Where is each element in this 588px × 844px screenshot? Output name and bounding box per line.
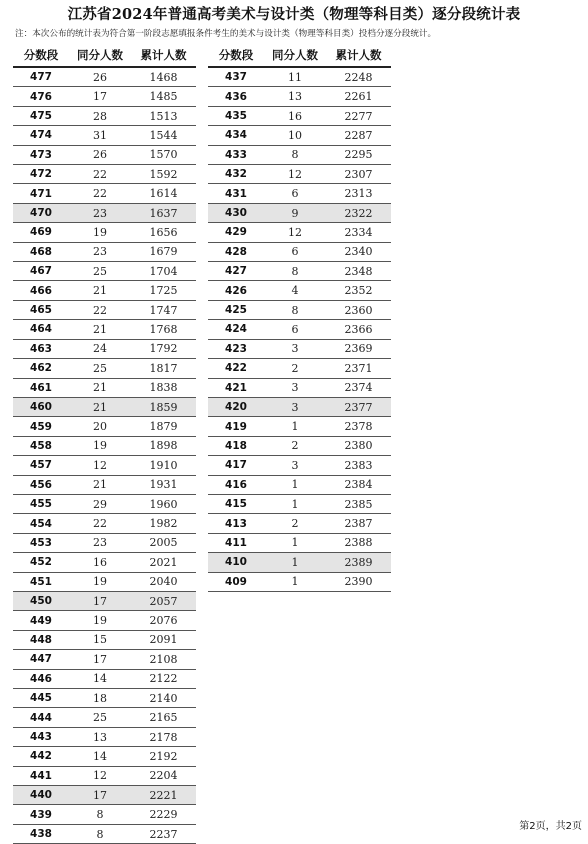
score-cell: 409 bbox=[225, 575, 247, 588]
header-score-range: 分数段 bbox=[218, 48, 254, 62]
score-cell: 459 bbox=[30, 420, 52, 433]
cumulative-count-cell: 1898 bbox=[149, 439, 178, 453]
table-row bbox=[13, 165, 196, 184]
table-row bbox=[13, 534, 196, 553]
cumulative-count-cell: 1725 bbox=[149, 284, 178, 298]
same-score-count-cell: 18 bbox=[93, 691, 107, 705]
cumulative-count-cell: 2378 bbox=[344, 420, 373, 434]
same-score-count-cell: 10 bbox=[288, 128, 302, 142]
score-cell: 469 bbox=[30, 226, 52, 239]
score-cell: 467 bbox=[30, 265, 52, 278]
score-cell: 449 bbox=[30, 614, 52, 627]
table-row bbox=[208, 476, 391, 495]
cumulative-count-cell: 2229 bbox=[149, 808, 178, 822]
same-score-count-cell: 17 bbox=[93, 652, 107, 666]
table-row bbox=[208, 165, 391, 184]
score-cell: 419 bbox=[225, 420, 247, 433]
same-score-count-cell: 21 bbox=[93, 400, 107, 414]
table-row bbox=[13, 825, 196, 844]
score-cell: 451 bbox=[30, 575, 52, 588]
table-row bbox=[208, 68, 391, 87]
table-row bbox=[13, 359, 196, 378]
table-row bbox=[13, 281, 196, 300]
cumulative-count-cell: 1679 bbox=[149, 245, 178, 259]
same-score-count-cell: 15 bbox=[93, 633, 107, 647]
table-row bbox=[208, 107, 391, 126]
same-score-count-cell: 8 bbox=[291, 264, 299, 278]
cumulative-count-cell: 1592 bbox=[149, 167, 178, 181]
table-row bbox=[208, 514, 391, 533]
cumulative-count-cell: 1614 bbox=[149, 187, 178, 201]
table-row bbox=[208, 243, 391, 262]
cumulative-count-cell: 2322 bbox=[344, 206, 373, 220]
score-cell: 434 bbox=[225, 129, 247, 142]
score-cell: 429 bbox=[225, 226, 247, 239]
table-row bbox=[13, 689, 196, 708]
cumulative-count-cell: 2021 bbox=[149, 555, 178, 569]
score-cell: 471 bbox=[30, 187, 52, 200]
score-cell: 417 bbox=[225, 459, 247, 472]
same-score-count-cell: 25 bbox=[93, 711, 107, 725]
score-cell: 426 bbox=[225, 284, 247, 297]
score-cell: 450 bbox=[30, 595, 52, 608]
cumulative-count-cell: 1931 bbox=[149, 478, 178, 492]
cumulative-count-cell: 2313 bbox=[344, 187, 373, 201]
same-score-count-cell: 17 bbox=[93, 788, 107, 802]
table-row bbox=[208, 87, 391, 106]
score-cell: 470 bbox=[30, 207, 52, 220]
score-cell: 411 bbox=[225, 536, 247, 549]
table-row bbox=[13, 805, 196, 824]
table-row bbox=[13, 650, 196, 669]
score-cell: 455 bbox=[30, 498, 52, 511]
score-cell: 444 bbox=[30, 711, 52, 724]
header-score-range: 分数段 bbox=[23, 48, 59, 62]
cumulative-count-cell: 1544 bbox=[149, 128, 178, 142]
cumulative-count-cell: 2057 bbox=[149, 594, 178, 608]
score-table-left bbox=[13, 44, 196, 844]
table-row bbox=[13, 301, 196, 320]
score-cell: 431 bbox=[225, 187, 247, 200]
cumulative-count-cell: 2287 bbox=[344, 128, 373, 142]
cumulative-count-cell: 1570 bbox=[149, 148, 178, 162]
table-row bbox=[13, 592, 196, 611]
table-row bbox=[13, 476, 196, 495]
same-score-count-cell: 31 bbox=[93, 128, 107, 142]
table-row bbox=[13, 68, 196, 87]
same-score-count-cell: 11 bbox=[288, 70, 302, 84]
table-row bbox=[208, 340, 391, 359]
same-score-count-cell: 17 bbox=[93, 594, 107, 608]
same-score-count-cell: 3 bbox=[291, 381, 299, 395]
cumulative-count-cell: 1817 bbox=[149, 361, 178, 375]
score-cell: 421 bbox=[225, 381, 247, 394]
score-cell: 443 bbox=[30, 731, 52, 744]
table-row bbox=[208, 495, 391, 514]
cumulative-count-cell: 2360 bbox=[344, 303, 373, 317]
table-row bbox=[13, 320, 196, 339]
score-cell: 465 bbox=[30, 304, 52, 317]
same-score-count-cell: 26 bbox=[93, 70, 107, 84]
table-row bbox=[208, 437, 391, 456]
score-cell: 437 bbox=[225, 71, 247, 84]
cumulative-count-cell: 2383 bbox=[344, 458, 373, 472]
table-row bbox=[208, 281, 391, 300]
cumulative-count-cell: 2122 bbox=[149, 672, 178, 686]
same-score-count-cell: 13 bbox=[93, 730, 107, 744]
score-cell: 463 bbox=[30, 342, 52, 355]
same-score-count-cell: 1 bbox=[291, 478, 299, 492]
cumulative-count-cell: 1960 bbox=[149, 497, 178, 511]
score-cell: 413 bbox=[225, 517, 247, 530]
cumulative-count-cell: 1468 bbox=[149, 70, 178, 84]
table-row bbox=[13, 573, 196, 592]
table-row bbox=[13, 146, 196, 165]
cumulative-count-cell: 2369 bbox=[344, 342, 373, 356]
cumulative-count-cell: 2091 bbox=[149, 633, 178, 647]
same-score-count-cell: 29 bbox=[93, 497, 107, 511]
cumulative-count-cell: 2385 bbox=[344, 497, 373, 511]
same-score-count-cell: 20 bbox=[93, 420, 107, 434]
cumulative-count-cell: 2192 bbox=[149, 749, 178, 763]
table-row bbox=[13, 107, 196, 126]
same-score-count-cell: 12 bbox=[288, 225, 302, 239]
same-score-count-cell: 23 bbox=[93, 206, 107, 220]
same-score-count-cell: 21 bbox=[93, 478, 107, 492]
table-header bbox=[13, 44, 196, 68]
table-row bbox=[13, 417, 196, 436]
same-score-count-cell: 6 bbox=[291, 187, 299, 201]
table-row bbox=[13, 398, 196, 417]
same-score-count-cell: 28 bbox=[93, 109, 107, 123]
cumulative-count-cell: 2387 bbox=[344, 517, 373, 531]
score-cell: 473 bbox=[30, 148, 52, 161]
table-row bbox=[208, 320, 391, 339]
cumulative-count-cell: 2334 bbox=[344, 225, 373, 239]
score-cell: 448 bbox=[30, 633, 52, 646]
score-cell: 436 bbox=[225, 90, 247, 103]
same-score-count-cell: 1 bbox=[291, 497, 299, 511]
same-score-count-cell: 2 bbox=[291, 439, 299, 453]
table-row bbox=[13, 262, 196, 281]
cumulative-count-cell: 2340 bbox=[344, 245, 373, 259]
same-score-count-cell: 25 bbox=[93, 361, 107, 375]
table-row bbox=[13, 87, 196, 106]
score-cell: 433 bbox=[225, 148, 247, 161]
page-number: 第2页，共2页 bbox=[519, 821, 582, 832]
score-cell: 457 bbox=[30, 459, 52, 472]
score-cell: 464 bbox=[30, 323, 52, 336]
score-cell: 446 bbox=[30, 672, 52, 685]
table-row bbox=[13, 611, 196, 630]
score-cell: 430 bbox=[225, 207, 247, 220]
table-row bbox=[208, 204, 391, 223]
table-row bbox=[13, 670, 196, 689]
table-row bbox=[13, 456, 196, 475]
score-cell: 422 bbox=[225, 362, 247, 375]
score-cell: 420 bbox=[225, 401, 247, 414]
score-cell: 427 bbox=[225, 265, 247, 278]
table-row bbox=[208, 146, 391, 165]
same-score-count-cell: 3 bbox=[291, 458, 299, 472]
table-row bbox=[13, 767, 196, 786]
score-cell: 432 bbox=[225, 168, 247, 181]
same-score-count-cell: 4 bbox=[291, 284, 299, 298]
table-body bbox=[13, 68, 196, 844]
score-cell: 447 bbox=[30, 653, 52, 666]
same-score-count-cell: 8 bbox=[96, 808, 104, 822]
table-row bbox=[13, 340, 196, 359]
cumulative-count-cell: 2380 bbox=[344, 439, 373, 453]
score-cell: 435 bbox=[225, 110, 247, 123]
table-row bbox=[13, 379, 196, 398]
score-table-right bbox=[208, 44, 391, 592]
table-row bbox=[13, 553, 196, 572]
cumulative-count-cell: 1747 bbox=[149, 303, 178, 317]
same-score-count-cell: 21 bbox=[93, 284, 107, 298]
table-header bbox=[208, 44, 391, 68]
cumulative-count-cell: 2108 bbox=[149, 652, 178, 666]
score-cell: 425 bbox=[225, 304, 247, 317]
cumulative-count-cell: 2348 bbox=[344, 264, 373, 278]
score-cell: 458 bbox=[30, 439, 52, 452]
same-score-count-cell: 9 bbox=[291, 206, 299, 220]
same-score-count-cell: 1 bbox=[291, 420, 299, 434]
cumulative-count-cell: 1513 bbox=[149, 109, 178, 123]
cumulative-count-cell: 2389 bbox=[344, 555, 373, 569]
cumulative-count-cell: 2295 bbox=[344, 148, 373, 162]
table-row bbox=[208, 223, 391, 242]
same-score-count-cell: 6 bbox=[291, 322, 299, 336]
score-cell: 445 bbox=[30, 692, 52, 705]
score-cell: 441 bbox=[30, 769, 52, 782]
cumulative-count-cell: 2371 bbox=[344, 361, 373, 375]
cumulative-count-cell: 2374 bbox=[344, 381, 373, 395]
same-score-count-cell: 1 bbox=[291, 555, 299, 569]
table-row bbox=[208, 262, 391, 281]
score-cell: 468 bbox=[30, 245, 52, 258]
table-row bbox=[208, 379, 391, 398]
cumulative-count-cell: 1910 bbox=[149, 458, 178, 472]
table-row bbox=[208, 534, 391, 553]
cumulative-count-cell: 1768 bbox=[149, 322, 178, 336]
same-score-count-cell: 19 bbox=[93, 614, 107, 628]
table-row bbox=[13, 786, 196, 805]
same-score-count-cell: 2 bbox=[291, 361, 299, 375]
cumulative-count-cell: 2005 bbox=[149, 536, 178, 550]
same-score-count-cell: 3 bbox=[291, 400, 299, 414]
same-score-count-cell: 6 bbox=[291, 245, 299, 259]
same-score-count-cell: 16 bbox=[288, 109, 302, 123]
table-row bbox=[13, 708, 196, 727]
score-cell: 440 bbox=[30, 789, 52, 802]
same-score-count-cell: 12 bbox=[288, 167, 302, 181]
score-cell: 439 bbox=[30, 808, 52, 821]
same-score-count-cell: 22 bbox=[93, 517, 107, 531]
score-cell: 423 bbox=[225, 342, 247, 355]
score-cell: 442 bbox=[30, 750, 52, 763]
cumulative-count-cell: 2390 bbox=[344, 575, 373, 589]
table-row bbox=[13, 184, 196, 203]
score-cell: 416 bbox=[225, 478, 247, 491]
score-cell: 476 bbox=[30, 90, 52, 103]
table-row bbox=[208, 359, 391, 378]
table-row bbox=[13, 223, 196, 242]
score-cell: 475 bbox=[30, 110, 52, 123]
header-same-score-count: 同分人数 bbox=[77, 48, 123, 62]
score-cell: 428 bbox=[225, 245, 247, 258]
cumulative-count-cell: 2277 bbox=[344, 109, 373, 123]
page-title: 江苏省2024年普通高考美术与设计类（物理等科目类）逐分段统计表 bbox=[67, 6, 521, 23]
table-row bbox=[208, 398, 391, 417]
cumulative-count-cell: 1704 bbox=[149, 264, 178, 278]
score-cell: 474 bbox=[30, 129, 52, 142]
score-cell: 418 bbox=[225, 439, 247, 452]
table-row bbox=[13, 437, 196, 456]
table-row bbox=[208, 573, 391, 592]
cumulative-count-cell: 2076 bbox=[149, 614, 178, 628]
same-score-count-cell: 22 bbox=[93, 303, 107, 317]
table-row bbox=[13, 126, 196, 145]
same-score-count-cell: 25 bbox=[93, 264, 107, 278]
cumulative-count-cell: 1838 bbox=[149, 381, 178, 395]
table-row bbox=[208, 184, 391, 203]
same-score-count-cell: 22 bbox=[93, 167, 107, 181]
cumulative-count-cell: 2384 bbox=[344, 478, 373, 492]
same-score-count-cell: 21 bbox=[93, 322, 107, 336]
table-row bbox=[13, 747, 196, 766]
cumulative-count-cell: 2140 bbox=[149, 691, 178, 705]
score-cell: 452 bbox=[30, 556, 52, 569]
same-score-count-cell: 3 bbox=[291, 342, 299, 356]
cumulative-count-cell: 1879 bbox=[149, 420, 178, 434]
cumulative-count-cell: 2165 bbox=[149, 711, 178, 725]
same-score-count-cell: 19 bbox=[93, 225, 107, 239]
table-row bbox=[13, 495, 196, 514]
table-row bbox=[13, 631, 196, 650]
score-cell: 477 bbox=[30, 71, 52, 84]
same-score-count-cell: 22 bbox=[93, 187, 107, 201]
header-cumulative-count: 累计人数 bbox=[140, 48, 187, 62]
same-score-count-cell: 21 bbox=[93, 381, 107, 395]
same-score-count-cell: 1 bbox=[291, 575, 299, 589]
cumulative-count-cell: 1792 bbox=[149, 342, 178, 356]
table-row bbox=[13, 204, 196, 223]
score-cell: 462 bbox=[30, 362, 52, 375]
score-cell: 410 bbox=[225, 556, 247, 569]
cumulative-count-cell: 1637 bbox=[149, 206, 178, 220]
cumulative-count-cell: 1982 bbox=[149, 517, 178, 531]
score-cell: 424 bbox=[225, 323, 247, 336]
cumulative-count-cell: 2204 bbox=[149, 769, 178, 783]
same-score-count-cell: 23 bbox=[93, 245, 107, 259]
same-score-count-cell: 24 bbox=[93, 342, 107, 356]
table-note: 注：本次公布的统计表为符合第一阶段志愿填报条件考生的美术与设计类（物理等科目类）投档分逐分段统计。 bbox=[15, 29, 437, 39]
score-cell: 460 bbox=[30, 401, 52, 414]
cumulative-count-cell: 2040 bbox=[149, 575, 178, 589]
cumulative-count-cell: 2352 bbox=[344, 284, 373, 298]
table-row bbox=[208, 301, 391, 320]
same-score-count-cell: 19 bbox=[93, 575, 107, 589]
table-row bbox=[208, 456, 391, 475]
table-body bbox=[208, 68, 391, 592]
same-score-count-cell: 16 bbox=[93, 555, 107, 569]
cumulative-count-cell: 2248 bbox=[344, 70, 373, 84]
score-cell: 461 bbox=[30, 381, 52, 394]
table-row bbox=[13, 728, 196, 747]
score-cell: 453 bbox=[30, 536, 52, 549]
cumulative-count-cell: 1485 bbox=[149, 90, 178, 104]
cumulative-count-cell: 2366 bbox=[344, 322, 373, 336]
same-score-count-cell: 17 bbox=[93, 90, 107, 104]
score-cell: 472 bbox=[30, 168, 52, 181]
score-cell: 454 bbox=[30, 517, 52, 530]
same-score-count-cell: 14 bbox=[93, 749, 107, 763]
same-score-count-cell: 23 bbox=[93, 536, 107, 550]
score-cell: 466 bbox=[30, 284, 52, 297]
table-row bbox=[13, 514, 196, 533]
score-cell: 438 bbox=[30, 828, 52, 841]
same-score-count-cell: 8 bbox=[96, 827, 104, 841]
same-score-count-cell: 2 bbox=[291, 517, 299, 531]
cumulative-count-cell: 1656 bbox=[149, 225, 178, 239]
same-score-count-cell: 12 bbox=[93, 769, 107, 783]
same-score-count-cell: 26 bbox=[93, 148, 107, 162]
table-row bbox=[208, 553, 391, 572]
table-row bbox=[13, 243, 196, 262]
same-score-count-cell: 13 bbox=[288, 90, 302, 104]
header-same-score-count: 同分人数 bbox=[272, 48, 318, 62]
cumulative-count-cell: 2261 bbox=[344, 90, 373, 104]
same-score-count-cell: 1 bbox=[291, 536, 299, 550]
score-cell: 456 bbox=[30, 478, 52, 491]
same-score-count-cell: 14 bbox=[93, 672, 107, 686]
score-cell: 415 bbox=[225, 498, 247, 511]
table-row bbox=[208, 126, 391, 145]
cumulative-count-cell: 2237 bbox=[149, 827, 178, 841]
same-score-count-cell: 8 bbox=[291, 303, 299, 317]
table-row bbox=[208, 417, 391, 436]
cumulative-count-cell: 1859 bbox=[149, 400, 178, 414]
cumulative-count-cell: 2221 bbox=[149, 788, 178, 802]
cumulative-count-cell: 2377 bbox=[344, 400, 373, 414]
same-score-count-cell: 8 bbox=[291, 148, 299, 162]
same-score-count-cell: 12 bbox=[93, 458, 107, 472]
cumulative-count-cell: 2178 bbox=[149, 730, 178, 744]
cumulative-count-cell: 2388 bbox=[344, 536, 373, 550]
header-cumulative-count: 累计人数 bbox=[335, 48, 382, 62]
same-score-count-cell: 19 bbox=[93, 439, 107, 453]
cumulative-count-cell: 2307 bbox=[344, 167, 373, 181]
